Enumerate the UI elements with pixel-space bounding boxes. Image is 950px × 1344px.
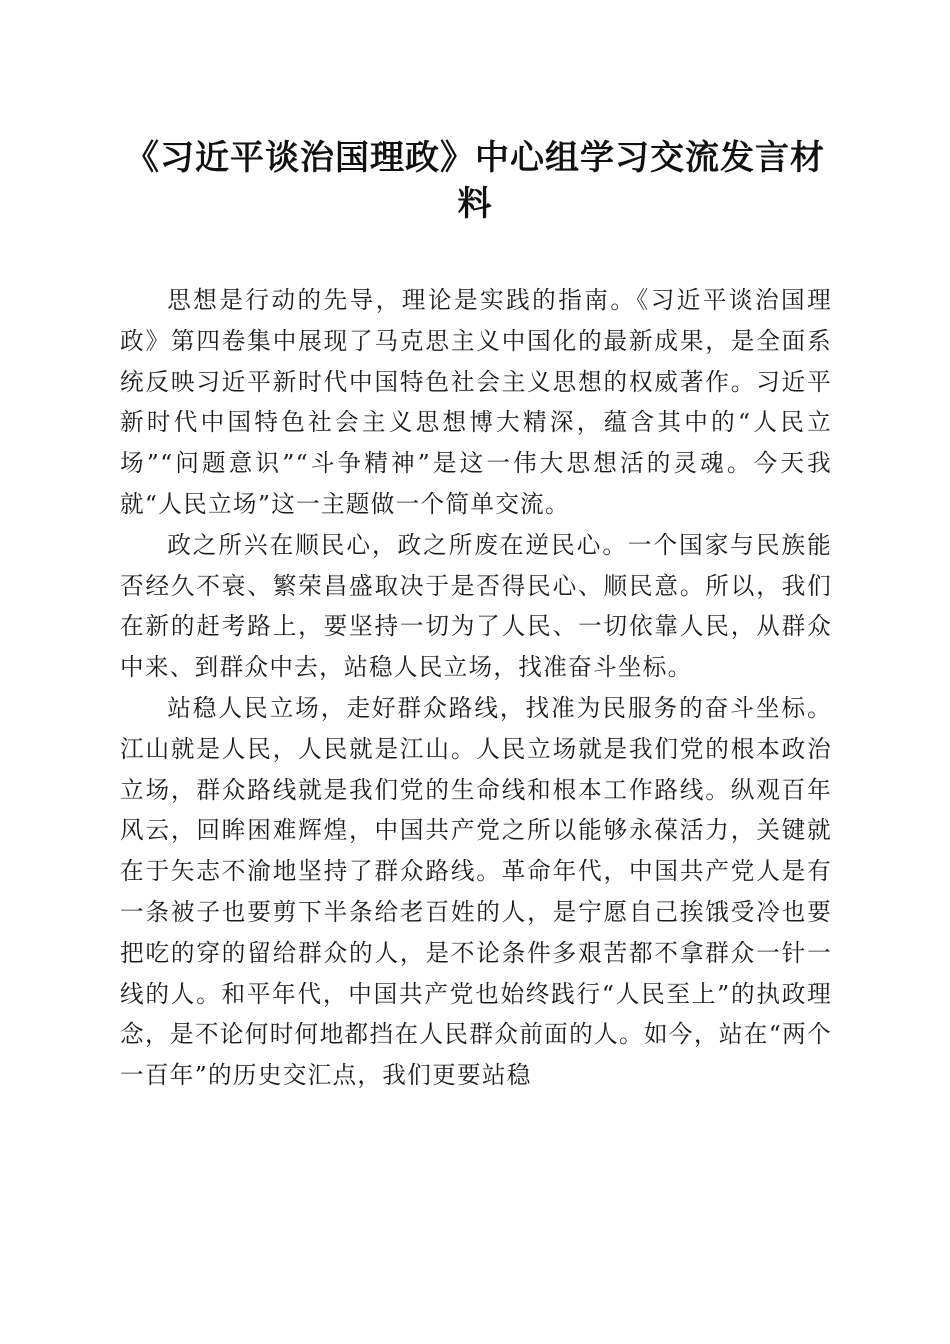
paragraph-3: 站稳人民立场，走好群众路线，找准为民服务的奋斗坐标。江山就是人民，人民就是江山。人民立场就是我们党的根本政治立场，群众路线就是我们党的生命线和根本工作路线。纵观百年风云，回眸困难辉煌，中国共产党之所以能够永葆活力，关键就在于矢志不渝地坚持了群众路线。革命年代，中国共产党人是有一条被子也要剪下半条给老百姓的人，是宁愿自己挨饿受冷也要把吃的穿的留给群众的人，是不论条件多艰苦都不拿群众一针一线的人。和平年代，中国共产党也始终践行“人民至上”的执政理念，是不论何时何地都挡在人民群众前面的人。如今，站在“两个一百年”的历史交汇点，我们更要站稳 [120, 693, 832, 1090]
document-body [120, 280, 832, 1096]
paragraph-1: 思想是行动的先导，理论是实践的指南。《习近平谈治国理政》第四卷集中展现了马克思主义中国化的最新成果，是全面系统反映习近平新时代中国特色社会主义思想的权威著作。习近平新时代中国特色社会主义思想博大精深，蕴含其中的“人民立场”“问题意识”“斗争精神”是这一伟大思想活的灵魂。今天我就“人民立场”这一主题做一个简单交流。 [120, 286, 832, 518]
document-title: 《习近平谈治国理政》中心组学习交流发言材料 [125, 138, 825, 224]
paragraph-2: 政之所兴在顺民心，政之所废在逆民心。一个国家与民族能否经久不衰、繁荣昌盛取决于是否得民心、顺民意。所以，我们在新的赶考路上，要坚持一切为了人民、一切依靠人民，从群众中来、到群众中去，站稳人民立场，找准奋斗坐标。 [120, 530, 832, 682]
